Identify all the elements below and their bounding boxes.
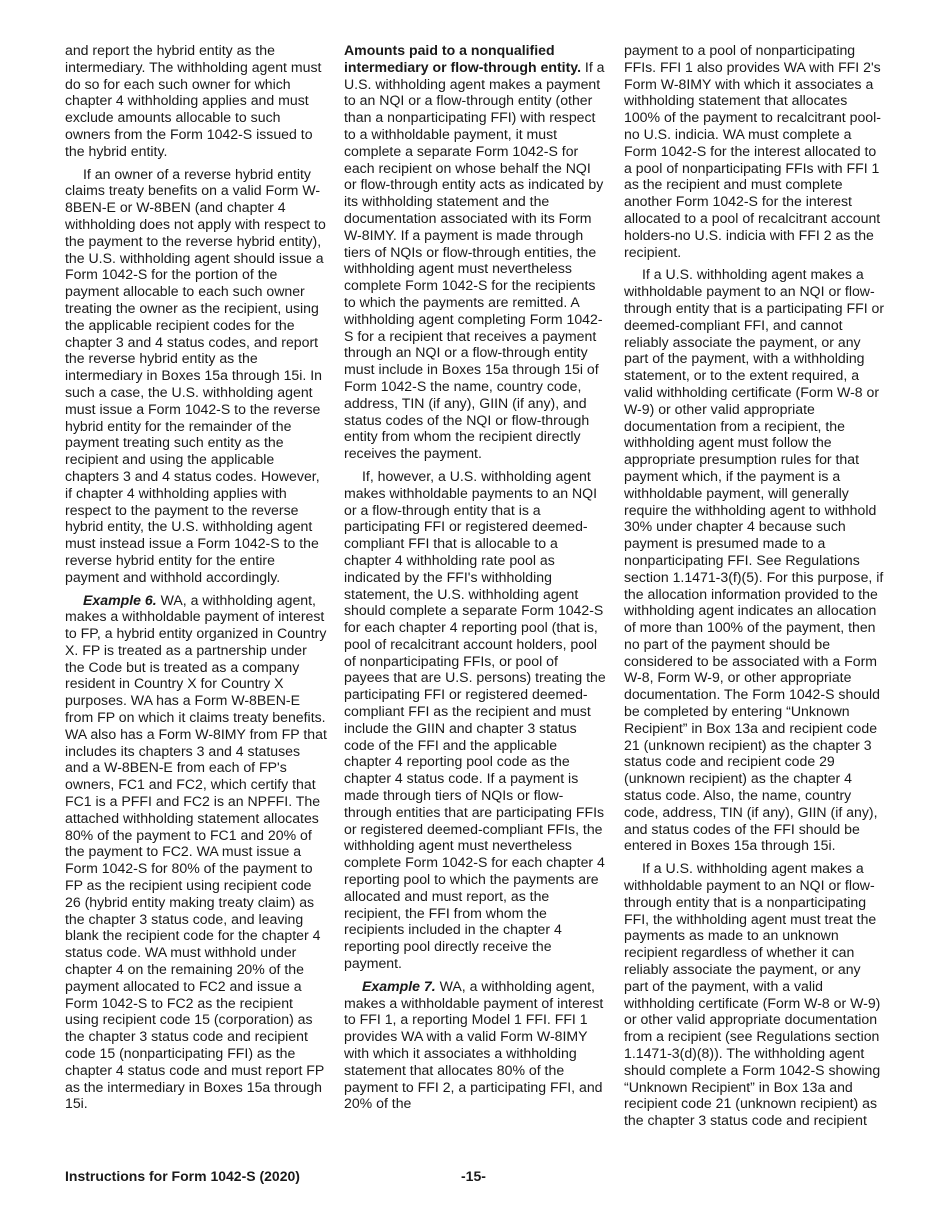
example-paragraph: [65, 592, 327, 1113]
column-2: [344, 42, 606, 1118]
example-paragraph: [344, 978, 606, 1112]
column-3: [624, 42, 886, 1135]
footer-form-title: Instructions for Form 1042-S (2020): [65, 1168, 300, 1184]
column-1: [65, 42, 327, 1118]
example-text: WA, a withholding agent, makes a withholdable payment of interest to FFI 1, a reporting Model 1 FFI. FFI 1 provides WA with a valid Form W-8IMY with which it associates a withholding statement that allocates 80% of the payment to FFI 2, a participating FFI, and 20% of the: [344, 977, 604, 1112]
paragraph: If an owner of a reverse hybrid entity claims treaty benefits on a valid Form W-8BEN-E or W-8BEN (and chapter 4 withholding does not apply with respect to the payment to the reverse hybrid entity), the U.S. withholding agent should issue a Form 1042-S for the portion of the payment allocable to each such owner treating the owner as the recipient, using the applicable recipient codes for the chapter 3 and 4 status codes, and report the reverse hybrid entity as the intermediary in Boxes 15a through 15i. In such a case, the U.S. withholding agent must issue a Form 1042-S to the reverse hybrid entity for the remainder of the payment treating such entity as the recipient and using the applicable chapters 3 and 4 status codes. However, if chapter 4 withholding applies with respect to the payment to the reverse hybrid entity, the U.S. withholding agent must instead issue a Form 1042-S to the reverse hybrid entity for the entire payment and withhold accordingly.: [65, 165, 326, 585]
example-text: WA, a withholding agent, makes a withholdable payment of interest to FP, a hybrid entity organized in Country X. FP is treated as a partnership under the Code but is treated as a company resident in Country X for Country X purposes. WA has a Form W-8BEN-E from FP on which it claims treaty benefits. WA also has a Form W-8IMY from FP that includes its chapters 3 and 4 statuses and a W-8BEN-E from each of FP's owners, FC1 and FC2, which certify that FC1 is a PFFI and FC2 is an NPFFI. The attached withholding statement allocates 80% of the payment to FC1 and 20% of the payment to FC2. WA must issue a Form 1042-S for 80% of the payment to FP as the recipient using recipient code 26 (hybrid entity making treaty claim) as the chapter 3 status code, and leaving blank the recipient code for the chapter 4 status code. WA must withhold under chapter 4 on the remaining 20% of the payment allocated to FC2 and issue a Form 1042-S to FC2 as the recipient using recipient code 15 (corporation) as the chapter 3 status code and recipient code 15 (nonparticipating FFI) as the chapter 4 status code and must report FP as the intermediary in Boxes 15a through 15i.: [65, 591, 327, 1112]
paragraph: If a U.S. withholding agent makes a withholdable payment to an NQI or flow-through entity that is a nonparticipating FFI, the withholding agent must treat the payments as made to an unknown recipient regardless of whether it can reliably associate the payment, or any part of the payment, with a valid withholding certificate (Form W-8 or W-9) or other valid appropriate documentation from a recipient (see Regulations section 1.1471-3(d)(8)). The withholding agent should complete a Form 1042-S showing “Unknown Recipient” in Box 13a and recipient code 21 (unknown recipient) as the chapter 3 status code and recipient: [624, 860, 881, 1129]
paragraph: If, however, a U.S. withholding agent makes withholdable payments to an NQI or a flow-through entity that is a participating FFI or registered deemed-compliant FFI that is allocable to a chapter 4 withholding rate pool as indicated by the FFI's withholding statement, the U.S. withholding agent should complete a separate Form 1042-S for each chapter 4 reporting pool (that is, pool of recalcitrant account holders, pool of nonparticipating FFIs, or pool of payees that are U.S. persons) treating the participating FFI or registered deemed-compliant FFI as the recipient and must include the GIIN and chapter 3 status code of the FFI and the applicable chapter 4 reporting pool code as the chapter 4 status code. If a payment is made through tiers of NQIs or flow-through entities that are participating FFIs or registered deemed-compliant FFIs, the withholding agent must nevertheless complete Form 1042-S for each chapter 4 reporting pool to which the payments are allocated and must report, as the recipient, the FFI from whom the recipients included in the chapter 4 reporting pool directly receive the payment.: [344, 467, 606, 972]
example-label: Example 6.: [83, 591, 157, 608]
paragraph: payment to a pool of nonparticipating FFIs. FFI 1 also provides WA with FFI 2's Form W-8IMY with which it associates a withholding statement that allocates 100% of the payment to recalcitrant pool-no U.S. indicia. WA must complete a Form 1042-S for the interest allocated to a pool of nonparticipating FFIs with FFI 1 as the recipient and must complete another Form 1042-S for the interest allocated to a pool of recalcitrant account holders-no U.S. indicia with FFI 2 as the recipient.: [624, 42, 881, 260]
footer-page-number: -15-: [461, 1168, 486, 1184]
section-paragraph: [344, 42, 606, 462]
section-text: If a U.S. withholding agent makes a payment to an NQI or a flow-through entity (other than a nonparticipating FFI) with respect to a withholdable payment, it must complete a separate Form 1042-S for each recipient on whose behalf the NQI or flow-through entity acts as indicated by its withholding statement and the documentation associated with its Form W-8IMY. If a payment is made through tiers of NQIs or flow-through entities, the withholding agent must nevertheless complete Form 1042-S for the recipients to which the payments are remitted. A withholding agent completing Form 1042-S for a recipient that receives a payment through an NQI or a flow-through entity must include in Boxes 15a through 15i of Form 1042-S the name, country code, address, TIN (if any), GIIN (if any), and status codes of the NQI or flow-through entity from whom the recipient directly receives the payment.: [344, 58, 605, 462]
example-label: Example 7.: [362, 977, 436, 994]
paragraph: If a U.S. withholding agent makes a withholdable payment to an NQI or flow-through entity that is a participating FFI or deemed-compliant FFI, and cannot reliably associate the payment, or any part of the payment, with a withholding statement, or to the extent required, a valid withholding certificate (Form W-8 or W-9) or other valid appropriate documentation from a recipient, the withholding agent must follow the appropriate presumption rules for that payment which, if the payment is a withholdable payment, will generally require the withholding agent to withhold 30% under chapter 4 because such payment is presumed made to a nonparticipating FFI. See Regulations section 1.1471-3(f)(5). For this purpose, if the allocation information provided to the withholding agent indicates an allocation of more than 100% of the payment, then no part of the payment should be considered to be associated with a Form W-8, Form W-9, or other appropriate documentation. The Form 1042-S should be completed by entering “Unknown Recipient” in Box 13a and recipient code 21 (unknown recipient) as the chapter 3 status code and recipient code 29 (unknown recipient) as the chapter 4 status code. Also, the name, country code, address, TIN (if any), GIIN (if any), and status codes of the FFI should be entered in Boxes 15a through 15i.: [624, 266, 885, 854]
paragraph: and report the hybrid entity as the intermediary. The withholding agent must do so for each such owner for which chapter 4 withholding applies and must exclude amounts allocable to such owners from the Form 1042-S issued to the hybrid entity.: [65, 42, 322, 159]
section-heading: Amounts paid to a nonqualified intermediary or flow-through entity.: [344, 42, 581, 75]
